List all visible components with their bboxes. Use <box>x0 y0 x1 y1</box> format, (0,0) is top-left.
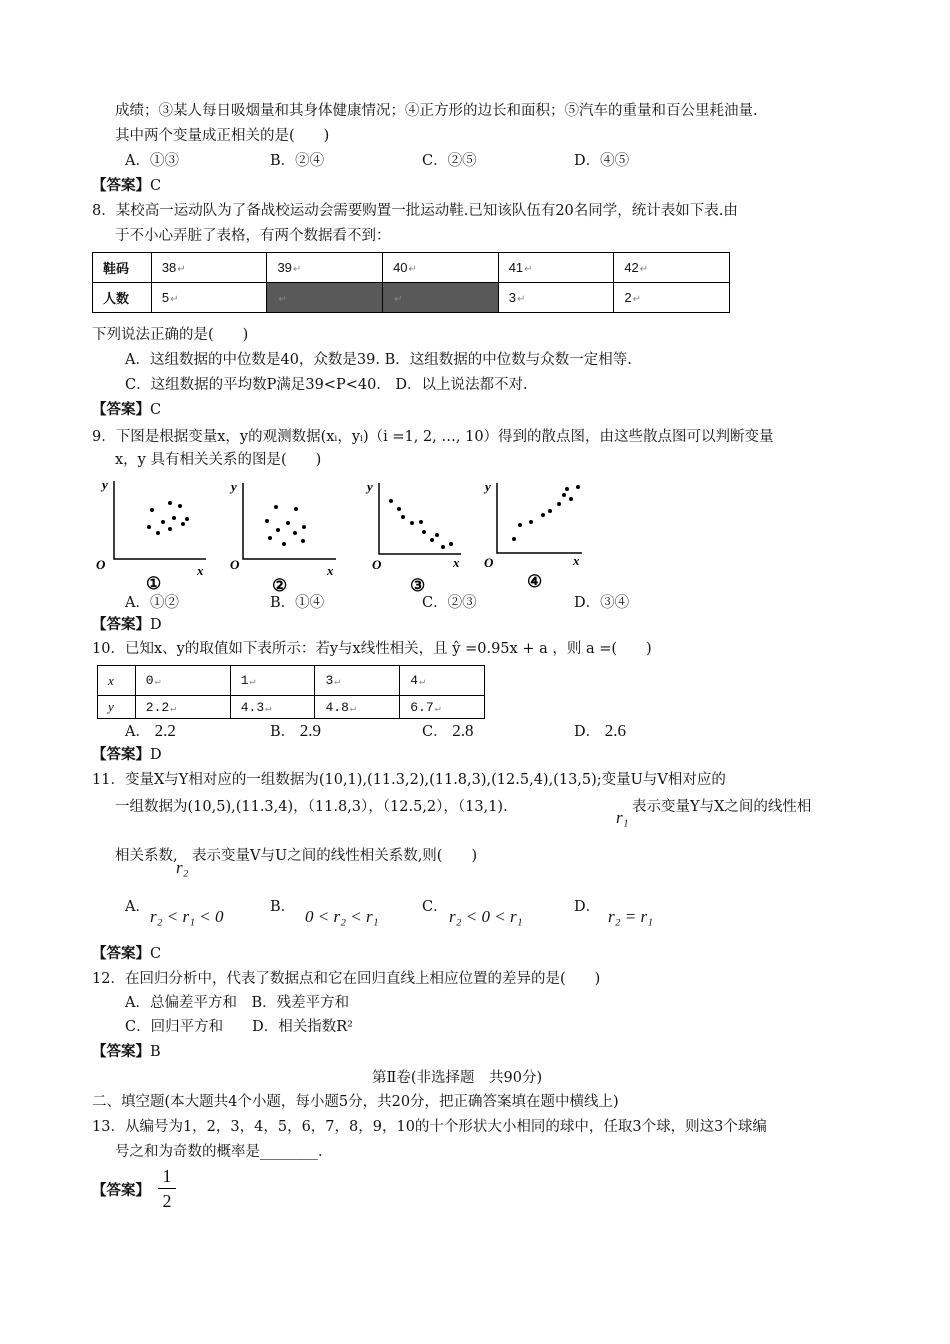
table-cell: 4.3↵ <box>230 696 315 719</box>
q7-answer: 【答案】C <box>92 177 162 194</box>
data-point <box>161 520 165 524</box>
q10-option-d: D． 2.6 <box>574 721 626 740</box>
data-point <box>302 525 306 529</box>
plot-label: ④ <box>527 572 543 591</box>
data-point <box>512 537 516 541</box>
q10-option-b: B． 2.9 <box>270 721 322 740</box>
data-point <box>301 539 305 543</box>
data-point <box>156 531 160 535</box>
data-point <box>181 522 185 526</box>
data-point <box>172 516 176 520</box>
data-point <box>294 507 298 511</box>
section-heading: 二、填空题(本大题共4个小题，每小题5分，共20分，把正确答案填在题中横线上) <box>92 1094 619 1110</box>
axis-label: x <box>573 553 580 568</box>
plot1-axes <box>114 481 206 559</box>
data-point <box>435 533 439 537</box>
table-cell: 40↵ <box>383 253 499 283</box>
q13-answer-fraction <box>158 1166 176 1211</box>
plot4-axes <box>497 483 582 553</box>
fraction-numerator: 1 <box>162 1166 172 1186</box>
data-point <box>397 507 401 511</box>
q11-option-b: 0 < r₂ < r₁ <box>305 907 379 926</box>
data-point <box>147 525 151 529</box>
r2-symbol: r₂ <box>176 858 189 877</box>
table-cell: 3↵ <box>315 666 400 696</box>
q13-answer-label: 【答案】 <box>92 1182 150 1199</box>
section-title: 第Ⅱ卷(非选择题 共90分) <box>372 1070 543 1086</box>
q7-line2: 其中两个变量成正相关的是( ) <box>115 128 330 144</box>
data-point <box>529 520 533 524</box>
axis-label: y <box>367 479 373 494</box>
table-cell: 38↵ <box>151 253 267 283</box>
q11-line3b: 表示变量V与U之间的线性相关系数,则( ) <box>192 848 478 864</box>
q8-answer: 【答案】C <box>92 401 162 418</box>
data-point <box>576 485 580 489</box>
table-cell: x <box>98 666 136 696</box>
table-cell: 5↵ <box>151 283 267 313</box>
q10-option-a: A． 2.2 <box>125 721 176 740</box>
origin-label: O <box>372 557 382 572</box>
table-cell: 4.8↵ <box>315 696 400 719</box>
data-point <box>562 493 566 497</box>
data-point <box>565 487 569 491</box>
q12-options-ab: A．总偏差平方和 B．残差平方和 <box>125 995 350 1011</box>
q11-line1: 11．变量X与Y相对应的一组数据为(10,1),(11.3,2),(11.8,3),(12.5,4),(13,5);变量U与V相对应的 <box>92 772 726 788</box>
plot-label: ③ <box>410 576 426 595</box>
table-row <box>93 253 730 283</box>
q11-option-d: r₂ = r₁ <box>608 907 654 926</box>
data-point <box>449 542 453 546</box>
q7-option-c: C．②⑤ <box>422 153 477 169</box>
q11-line3a: 相关系数, <box>115 848 178 864</box>
table-cell: 2.2↵ <box>135 696 230 719</box>
data-point <box>274 505 278 509</box>
q11-line2b: 表示变量Y与X之间的线性相 <box>632 799 812 815</box>
q9-option-b: B．①④ <box>270 595 325 611</box>
table-cell: y <box>98 696 136 719</box>
data-point <box>282 542 286 546</box>
table-cell: 41↵ <box>498 253 614 283</box>
axis-label: x <box>197 563 204 578</box>
q7-option-b: B．②④ <box>270 153 325 169</box>
table-cell: 4↵ <box>400 666 485 696</box>
data-point <box>422 530 426 534</box>
origin-label: O <box>484 555 494 570</box>
smudged-cell: ↵ <box>383 283 499 313</box>
data-point <box>430 538 434 542</box>
scatter-plots <box>90 475 610 595</box>
table-row <box>93 283 730 313</box>
q11-answer: 【答案】C <box>92 945 162 962</box>
data-point <box>441 545 445 549</box>
data-point <box>419 520 423 524</box>
q12-answer: 【答案】B <box>92 1043 161 1060</box>
smudged-cell: ↵ <box>267 283 383 313</box>
data-point <box>185 517 189 521</box>
origin-label: O <box>96 557 106 572</box>
fraction-bar <box>158 1188 176 1189</box>
axis-label: y <box>102 477 108 492</box>
data-point <box>168 527 172 531</box>
data-point <box>541 513 545 517</box>
q8-prompt: 下列说法正确的是( ) <box>92 327 249 343</box>
q13-line1: 13．从编号为1，2，3，4，5，6，7，8，9，10的十个形状大小相同的球中，任取3个球，则这3个球编 <box>92 1119 767 1135</box>
q12-line1: 12．在回归分析中，代表了数据点和它在回归直线上相应位置的差异的是( ) <box>92 971 601 987</box>
data-point <box>548 509 552 513</box>
q9-line1: 9．下图是根据变量x，y的观测数据(xᵢ，yᵢ)（i =1, 2, …, 10）得到的散点图，由这些散点图可以判断变量 <box>92 429 774 445</box>
q7-option-a: A．①③ <box>125 153 179 169</box>
q9-option-a: A．①② <box>125 595 179 611</box>
plot-label: ① <box>146 574 162 593</box>
q9-line2: x，y 具有相关关系的图是( ) <box>115 452 322 468</box>
data-point <box>410 521 414 525</box>
q13-line2: 号之和为奇数的概率是________. <box>115 1144 323 1160</box>
axis-label: y <box>485 479 491 494</box>
q10-line1: 10．已知x、y的取值如下表所示：若y与x线性相关，且 ŷ =0.95x + a ，则 a =( ) <box>92 641 652 657</box>
q11-option-c: r₂ < 0 < r₁ <box>449 907 523 926</box>
plot2-axes <box>243 483 336 559</box>
data-point <box>150 508 154 512</box>
q11-option-c-label: C． <box>422 899 448 915</box>
data-point <box>178 504 182 508</box>
q8-options-ab: A．这组数据的中位数是40，众数是39. B．这组数据的中位数与众数一定相等. <box>125 352 632 368</box>
data-point <box>389 499 393 503</box>
q10-answer: 【答案】D <box>92 746 162 763</box>
data-point <box>557 502 561 506</box>
table-row <box>98 666 485 696</box>
q11-line2: 一组数据为(10,5),(11.3,4)，（11.8,3），（12.5,2），（13,1). <box>115 799 508 815</box>
table-cell: 39↵ <box>267 253 383 283</box>
data-point <box>286 521 290 525</box>
data-point <box>293 531 297 535</box>
shoe-size-table <box>92 252 730 313</box>
q8-options-cd: C．这组数据的平均数P满足39<P<40. D．以上说法都不对. <box>125 377 528 393</box>
q8-line2: 于不小心弄脏了表格，有两个数据看不到： <box>115 228 391 244</box>
data-point <box>268 536 272 540</box>
q8-line1: 8．某校高一运动队为了备战校运动会需要购置一批运动鞋.已知该队伍有20名同学，统计表如下表.由 <box>92 203 738 219</box>
table-cell: 鞋码 <box>93 253 152 283</box>
table-row <box>98 696 485 719</box>
q9-option-c: C．②③ <box>422 595 477 611</box>
data-point <box>401 515 405 519</box>
q7-option-d: D．④⑤ <box>574 153 630 169</box>
plot3-axes <box>379 483 461 554</box>
table-cell: 2↵ <box>614 283 730 313</box>
q10-option-c: C． 2.8 <box>422 721 474 740</box>
fraction-denominator: 2 <box>162 1191 172 1211</box>
table-cell: 人数 <box>93 283 152 313</box>
origin-label: O <box>230 557 240 572</box>
table-cell: 6.7↵ <box>400 696 485 719</box>
xy-table <box>97 665 485 719</box>
data-point <box>265 519 269 523</box>
data-point <box>276 528 280 532</box>
table-cell: 3↵ <box>498 283 614 313</box>
data-point <box>168 501 172 505</box>
q12-options-cd: C．回归平方和 D．相关指数R² <box>125 1019 353 1035</box>
r1-symbol: r₁ <box>616 808 629 827</box>
q11-option-b-label: B． <box>270 899 296 915</box>
axis-label: x <box>327 563 334 578</box>
table-cell: 1↵ <box>230 666 315 696</box>
q11-option-a-label: A． <box>125 899 150 915</box>
table-cell: 0↵ <box>135 666 230 696</box>
axis-label: x <box>453 555 460 570</box>
data-point <box>518 523 522 527</box>
table-cell: 42↵ <box>614 253 730 283</box>
plot-label: ② <box>272 576 288 595</box>
data-point <box>569 497 573 501</box>
q9-option-d: D．③④ <box>574 595 630 611</box>
q7-line1: 成绩；③某人每日吸烟量和其身体健康情况；④正方形的边长和面积；⑤汽车的重量和百公里耗油量. <box>115 103 758 119</box>
q9-answer: 【答案】D <box>92 616 162 633</box>
q11-option-a: r₂ < r₁ < 0 <box>150 907 224 926</box>
q11-option-d-label: D． <box>574 899 601 915</box>
axis-label: y <box>231 479 237 494</box>
